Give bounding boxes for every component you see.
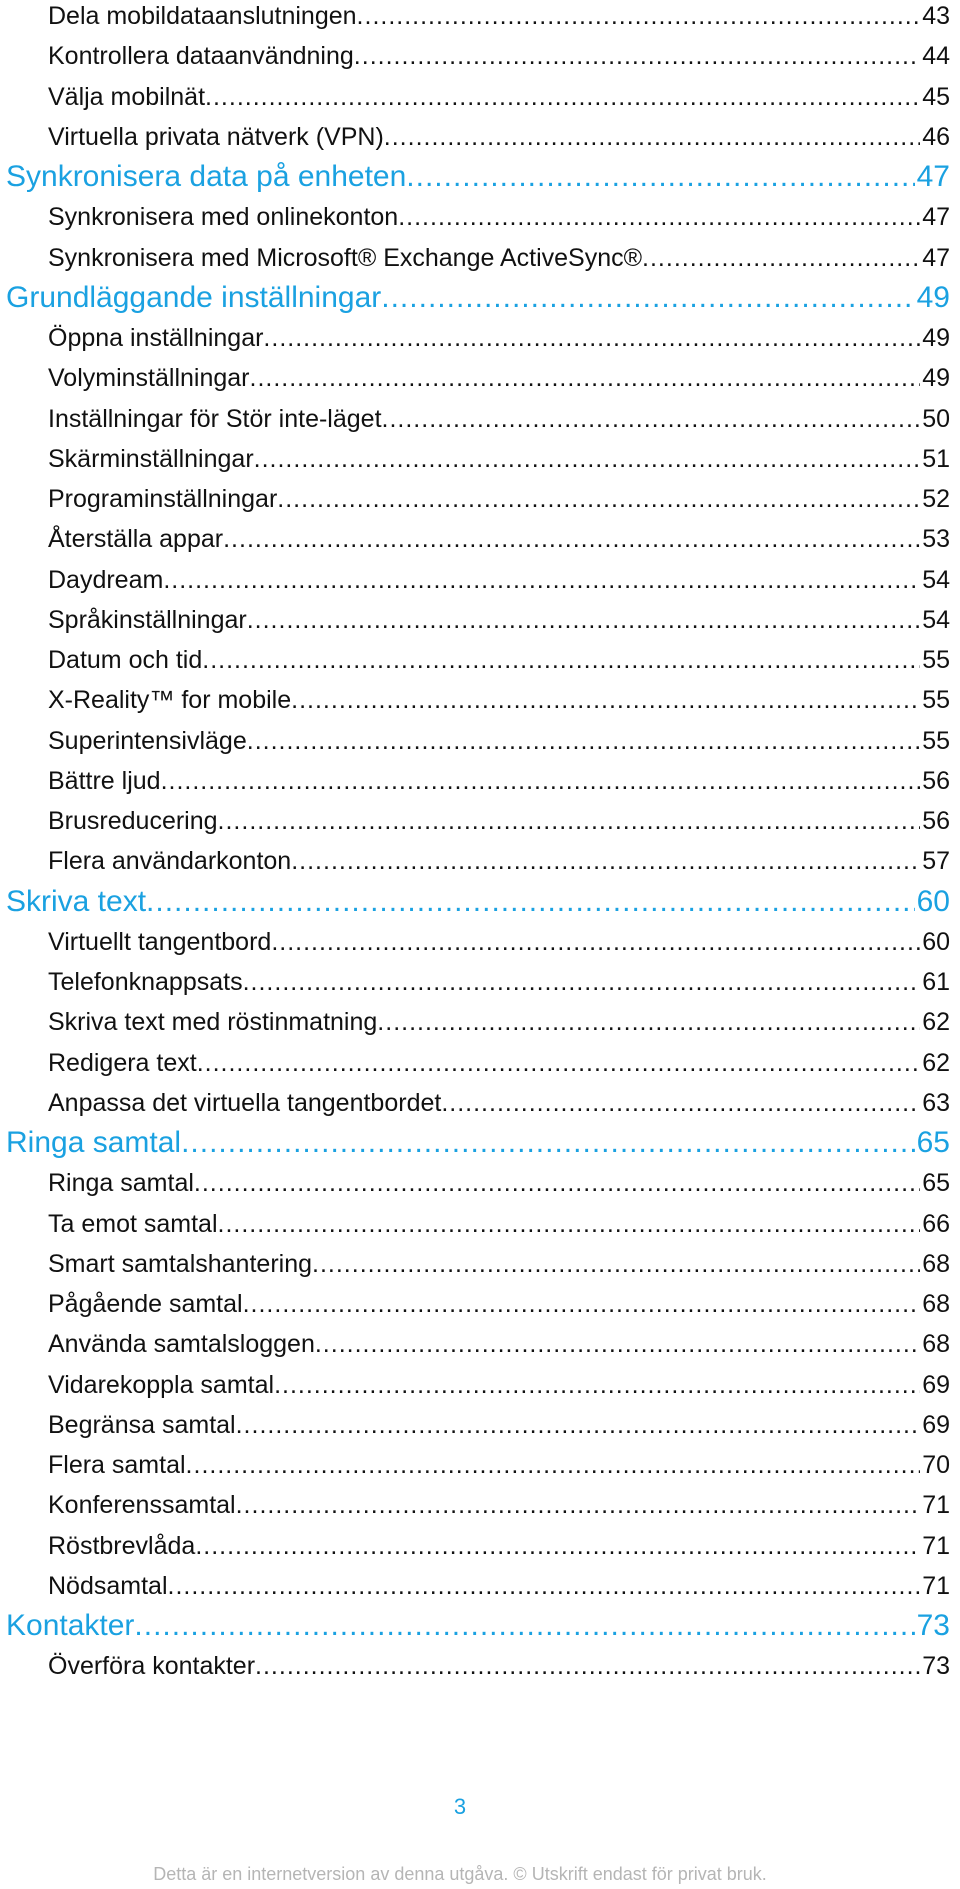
toc-entry-label: Kontrollera dataanvändning: [48, 42, 354, 71]
dot-leader: [315, 1324, 920, 1364]
dot-leader: [250, 358, 921, 398]
toc-entry-page: 55: [922, 686, 950, 715]
dot-leader: [194, 1163, 920, 1203]
dot-leader: [291, 841, 920, 881]
toc-entry[interactable]: [48, 0, 950, 36]
toc-entry-page: 68: [922, 1290, 950, 1318]
toc-entry-page: 63: [922, 1088, 950, 1117]
toc-entry-label: X-Reality™ for mobile: [48, 686, 292, 715]
toc-entry-page: 49: [916, 280, 950, 314]
toc-entry-label: Inställningar för Stör inte-läget: [48, 404, 382, 433]
dot-leader: [357, 0, 921, 36]
toc-entry[interactable]: [48, 358, 950, 398]
dot-leader: [195, 1526, 920, 1566]
toc-entry-label: Röstbrevlåda: [48, 1531, 196, 1560]
toc-entry-page: 70: [922, 1451, 950, 1479]
toc-entry-page: 65: [916, 1126, 950, 1159]
dot-leader: [186, 1445, 921, 1485]
toc-entry[interactable]: [48, 77, 950, 117]
toc-section-entry[interactable]: [6, 1123, 950, 1163]
toc-entry-label: Grundläggande inställningar: [6, 280, 382, 314]
toc-entry-page: 44: [922, 42, 950, 71]
toc-entry-page: 54: [922, 565, 950, 594]
toc-entry-page: 45: [922, 82, 950, 111]
toc-entry-label: Skriva text med röstinmatning: [48, 1008, 378, 1037]
toc-entry-label: Smart samtalshantering: [48, 1249, 313, 1278]
toc-entry-label: Synkronisera med Microsoft® Exchange ActiveSync®: [48, 243, 643, 272]
toc-entry-label: Välja mobilnät: [48, 82, 206, 111]
toc-entry[interactable]: [48, 680, 950, 720]
toc-entry-page: 57: [922, 847, 950, 876]
toc-entry-label: Telefonknappsats: [48, 968, 243, 996]
toc-entry[interactable]: [48, 640, 950, 680]
toc-entry-label: Redigera text: [48, 1048, 197, 1077]
toc-entry-label: Kontakter: [6, 1609, 135, 1642]
toc-section-entry[interactable]: [6, 882, 950, 922]
toc-entry[interactable]: [48, 439, 950, 479]
toc-entry-page: 53: [922, 525, 950, 554]
toc-entry[interactable]: [48, 1002, 950, 1042]
toc-entry-label: Synkronisera data på enheten: [6, 160, 407, 193]
toc-entry[interactable]: [48, 1526, 950, 1566]
toc-entry-label: Använda samtalsloggen: [48, 1330, 315, 1359]
dot-leader: [354, 36, 920, 76]
toc-entry-label: Programinställningar: [48, 485, 278, 513]
toc-entry-page: 71: [922, 1531, 950, 1560]
toc-entry[interactable]: [48, 399, 950, 439]
dot-leader: [255, 1646, 920, 1686]
toc-entry-page: 47: [916, 160, 950, 193]
toc-entry[interactable]: [48, 1163, 950, 1203]
footer-note: Detta är en internetversion av denna utgåva. © Utskrift endast för privat bruk.: [153, 1864, 767, 1884]
dot-leader: [254, 439, 921, 479]
toc-entry-page: 51: [922, 444, 950, 473]
toc-entry-label: Öppna inställningar: [48, 324, 264, 352]
toc-entry-page: 43: [922, 2, 950, 30]
toc-entry-page: 68: [922, 1330, 950, 1359]
toc-entry-page: 55: [922, 726, 950, 755]
toc-entry[interactable]: [48, 1405, 950, 1445]
dot-leader: [398, 197, 920, 237]
dot-leader: [236, 1405, 921, 1445]
toc-entry[interactable]: [48, 1566, 950, 1606]
dot-leader: [274, 1365, 920, 1405]
toc-entry-label: Vidarekoppla samtal: [48, 1370, 275, 1399]
toc-entry-label: Nödsamtal: [48, 1571, 168, 1600]
toc-entry[interactable]: [48, 1244, 950, 1284]
toc-entry-page: 60: [916, 884, 950, 918]
dot-leader: [161, 761, 921, 801]
toc-entry-page: 56: [922, 807, 950, 835]
toc-entry-page: 69: [922, 1410, 950, 1439]
toc-entry[interactable]: [48, 519, 950, 559]
toc-entry[interactable]: [48, 600, 950, 640]
toc-entry-label: Dela mobildataanslutningen: [48, 2, 357, 30]
toc-entry-page: 62: [922, 1008, 950, 1037]
dot-leader: [134, 1606, 914, 1646]
toc-entry[interactable]: [48, 841, 950, 881]
toc-entry[interactable]: [48, 1646, 950, 1686]
toc-entry[interactable]: [48, 962, 950, 1002]
toc-entry[interactable]: [48, 801, 950, 841]
toc-entry-page: 52: [922, 485, 950, 513]
dot-leader: [406, 157, 914, 197]
toc-entry-label: Ringa samtal: [6, 1126, 182, 1159]
toc-entry[interactable]: [48, 1445, 950, 1485]
dot-leader: [381, 278, 914, 318]
toc-entry-label: Överföra kontakter: [48, 1652, 256, 1681]
dot-leader: [642, 238, 920, 278]
toc-entry-label: Ringa samtal: [48, 1169, 194, 1198]
toc-entry[interactable]: [48, 922, 950, 962]
dot-leader: [236, 1485, 921, 1525]
toc-entry[interactable]: [48, 721, 950, 761]
dot-leader: [271, 922, 920, 962]
toc-entry-page: 49: [922, 364, 950, 393]
toc-entry[interactable]: [48, 197, 950, 237]
dot-leader: [377, 1002, 920, 1042]
dot-leader: [243, 1284, 921, 1324]
toc-entry-page: 69: [922, 1370, 950, 1399]
toc-entry-label: Volyminställningar: [48, 364, 250, 393]
toc-entry-label: Begränsa samtal: [48, 1410, 236, 1439]
dot-leader: [312, 1244, 920, 1284]
dot-leader: [181, 1123, 915, 1163]
toc-entry-page: 50: [922, 404, 950, 433]
toc-entry-page: 62: [922, 1048, 950, 1077]
toc-section-entry[interactable]: [6, 278, 950, 318]
toc-entry-page: 46: [922, 122, 950, 151]
toc-entry-page: 68: [922, 1249, 950, 1278]
dot-leader: [146, 882, 915, 922]
toc-entry[interactable]: [48, 479, 950, 519]
dot-leader: [384, 117, 920, 157]
toc-entry-page: 73: [916, 1609, 950, 1642]
dot-leader: [223, 519, 920, 559]
toc-entry-label: Virtuella privata nätverk (VPN): [48, 122, 384, 151]
toc-entry[interactable]: [48, 1284, 950, 1324]
dot-leader: [441, 1083, 920, 1123]
toc-entry-label: Konferenssamtal: [48, 1491, 236, 1520]
dot-leader: [197, 1043, 920, 1083]
toc-entry-label: Synkronisera med onlinekonton: [48, 203, 399, 232]
toc-entry-label: Brusreducering: [48, 807, 218, 835]
toc-entry[interactable]: [48, 1204, 950, 1244]
toc-entry-page: 66: [922, 1209, 950, 1238]
toc-entry-label: Superintensivläge: [48, 726, 247, 755]
toc-entry-label: Pågående samtal: [48, 1290, 243, 1318]
toc-entry-page: 54: [922, 605, 950, 634]
toc-section-entry[interactable]: [6, 1606, 950, 1646]
dot-leader: [277, 479, 920, 519]
toc-entry[interactable]: [48, 1324, 950, 1364]
toc-entry[interactable]: [48, 238, 950, 278]
dot-leader: [247, 721, 920, 761]
dot-leader: [205, 77, 920, 117]
toc-entry-label: Återställa appar: [48, 525, 224, 554]
toc-entry-page: 56: [922, 766, 950, 795]
toc-entry-page: 55: [922, 646, 950, 674]
toc-entry[interactable]: [48, 1083, 950, 1123]
toc-entry-page: 61: [922, 968, 950, 996]
toc-entry[interactable]: [48, 761, 950, 801]
toc-entry[interactable]: [48, 117, 950, 157]
toc-entry-page: 65: [922, 1169, 950, 1198]
dot-leader: [291, 680, 920, 720]
toc-entry-page: 47: [922, 243, 950, 272]
toc-entry-label: Ta emot samtal: [48, 1209, 218, 1238]
toc-entry-label: Virtuellt tangentbord: [48, 927, 272, 956]
toc-entry[interactable]: [48, 1043, 950, 1083]
toc-entry[interactable]: [48, 1365, 950, 1405]
toc-entry-label: Daydream: [48, 565, 164, 594]
dot-leader: [247, 600, 920, 640]
toc-entry[interactable]: [48, 36, 950, 76]
dot-leader: [218, 1204, 921, 1244]
toc-entry-page: 71: [922, 1571, 950, 1600]
dot-leader: [263, 318, 920, 358]
toc-entry-page: 47: [922, 203, 950, 232]
toc-entry-label: Flera samtal: [48, 1451, 186, 1479]
toc-entry-label: Anpassa det virtuella tangentbordet: [48, 1088, 442, 1117]
toc-entry-label: Datum och tid: [48, 646, 203, 674]
dot-leader: [168, 1566, 921, 1606]
toc-entry-page: 71: [922, 1491, 950, 1520]
dot-leader: [202, 640, 920, 680]
toc-entry[interactable]: [48, 1485, 950, 1525]
toc-entry-page: 49: [922, 324, 950, 352]
toc-entry[interactable]: [48, 560, 950, 600]
page-number: 3: [453, 1794, 467, 1819]
dot-leader: [218, 801, 921, 841]
toc-entry-label: Bättre ljud: [48, 766, 161, 795]
toc-entry-label: Skärminställningar: [48, 444, 254, 473]
dot-leader: [243, 962, 921, 1002]
dot-leader: [382, 399, 921, 439]
toc-entry-label: Flera användarkonton: [48, 847, 292, 876]
toc-entry-page: 73: [922, 1652, 950, 1681]
toc-entry-label: Skriva text: [6, 884, 147, 918]
toc-entry[interactable]: [48, 318, 950, 358]
toc-section-entry[interactable]: [6, 157, 950, 197]
toc-entry-label: Språkinställningar: [48, 605, 247, 634]
dot-leader: [163, 560, 920, 600]
toc-entry-page: 60: [922, 927, 950, 956]
